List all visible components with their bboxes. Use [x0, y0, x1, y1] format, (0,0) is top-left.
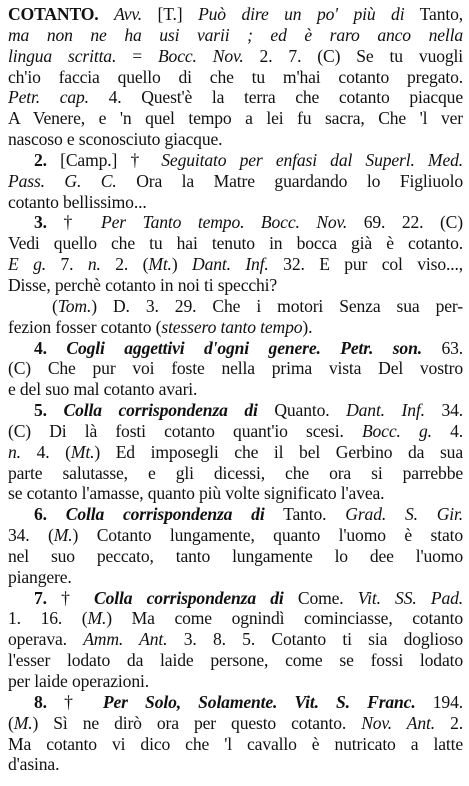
text-run: Colla corrispondenza di: [94, 587, 284, 608]
text-run: 4.: [431, 420, 463, 441]
text-line: [8, 108, 463, 129]
text-run: 194.: [415, 691, 463, 712]
sense-5-line: [8, 400, 463, 421]
sense-4-line: [8, 338, 463, 359]
text-run: M.: [13, 712, 33, 733]
text-run: ) Ma come ognindì cominciasse, cotanto: [106, 608, 463, 629]
text-run: [Camp.] †: [46, 149, 162, 170]
text-line: [8, 671, 463, 692]
text-run: A Venere, e 'n quel tempo a lei fu sacra, Che 'l ver: [8, 108, 463, 129]
text-run: 4. (: [20, 441, 71, 462]
text-line: [8, 25, 463, 46]
text-run: 3. 8. 5. Cotanto ti sia doglioso: [167, 629, 463, 650]
text-run: Seguitato per enfasi dal Superl. Med.: [161, 149, 463, 170]
text-line: [8, 192, 463, 213]
text-run: †: [46, 587, 95, 608]
text-line: [8, 87, 463, 108]
text-run: stessero tanto tempo: [161, 316, 303, 337]
text-run: [47, 400, 64, 420]
text-run: COTANTO.: [8, 4, 99, 24]
text-line: [8, 525, 463, 546]
text-run: 32. E pur col viso...,: [268, 254, 463, 275]
text-run: ) Cotanto lungamente, quanto l'uomo è stato: [72, 525, 464, 546]
text-run: Come.: [283, 587, 358, 608]
sense-6-line: [8, 504, 463, 525]
text-run: ) Ed imposegli che il bel Gerbino da sua: [94, 441, 463, 462]
text-run: 8.: [34, 691, 47, 712]
entry-head-line: [8, 4, 463, 25]
text-run: Mt.: [148, 254, 172, 275]
text-run: ma non ne ha usi varii ; ed è raro anco nella: [8, 24, 463, 45]
text-line: [8, 421, 463, 442]
text-run: Cogli aggettivi d'ogni genere. Petr. son.: [66, 337, 422, 358]
text-run: operava.: [8, 629, 84, 650]
text-run: M.: [53, 525, 73, 546]
text-run: d'asina.: [8, 754, 60, 775]
text-run: [47, 338, 67, 358]
text-run: Può dire un po' più di: [198, 4, 405, 24]
text-run: †: [46, 212, 102, 233]
text-line: [8, 129, 463, 150]
text-run: Avv.: [114, 4, 142, 24]
text-line: [8, 317, 463, 338]
text-line: [8, 754, 463, 775]
text-run: Per Tanto tempo. Bocc. Nov.: [101, 212, 348, 233]
text-run: ) Sì ne dirò ora per questo cotanto.: [32, 712, 362, 733]
text-line: [8, 233, 463, 254]
text-run: (: [8, 712, 14, 733]
text-run: 1. 16. (: [8, 608, 88, 629]
text-run: lingua scritta.: [8, 45, 117, 66]
text-run: Quanto.: [257, 400, 347, 421]
text-run: 2. 7. (C) Se tu vuogli: [243, 45, 463, 66]
text-run: Dant. Inf.: [192, 254, 269, 275]
text-line: [8, 67, 463, 88]
text-run: 3.: [34, 212, 47, 233]
text-run: Colla corrispondenza di: [63, 400, 258, 421]
text-run: E g.: [8, 254, 46, 275]
text-line: [8, 608, 463, 629]
text-run: Nov. Ant.: [361, 712, 436, 733]
text-run: 4. Quest'è la terra che cotanto piacque: [88, 87, 463, 108]
text-run: piangere.: [8, 566, 72, 587]
text-line: [8, 171, 463, 192]
text-run: nel suo peccato, tanto lungamente lo dee l'uomo: [8, 545, 463, 566]
text-line: [8, 650, 463, 671]
text-run: ).: [302, 316, 313, 337]
text-run: parte salutasse, e gli dicessi, che ora si parrebbe: [8, 462, 463, 483]
text-run: M.: [87, 608, 107, 629]
text-run: Bocc. g.: [361, 420, 432, 441]
text-run: Tanto.: [264, 504, 346, 525]
text-run: 2.: [34, 149, 47, 170]
text-run: cotanto bellissimo...: [8, 191, 147, 212]
text-run: ch'io faccia quello di che tu m'hai cotanto pregato.: [8, 66, 463, 87]
text-run: 34.: [424, 400, 464, 421]
sense-8-line: [8, 692, 463, 713]
text-run: Disse, perchè cotanto in noi ti specchi?: [8, 274, 278, 295]
text-line: [8, 629, 463, 650]
text-run: nascoso e sconosciuto giacque.: [8, 129, 223, 150]
text-line: [8, 296, 463, 317]
text-run: n.: [87, 254, 101, 275]
text-run: Grad. S. Gir.: [345, 504, 463, 525]
text-run: Mt.: [70, 441, 95, 462]
text-run: (: [52, 295, 58, 316]
text-run: †: [46, 691, 103, 712]
text-line: [8, 254, 463, 275]
text-run: e del suo mal cotanto avari.: [8, 379, 198, 400]
text-run: n.: [8, 441, 21, 462]
text-run: 63.: [421, 337, 463, 358]
text-run: Dant. Inf.: [346, 400, 425, 421]
text-run: 5.: [34, 400, 47, 421]
text-run: Ora la Matre guardando lo Figliuolo: [116, 170, 463, 191]
sense-3-line: [8, 212, 463, 233]
text-line: [8, 46, 463, 67]
text-run: 6.: [34, 504, 47, 525]
text-run: fezion fosser cotanto (: [8, 316, 162, 337]
text-run: Vit. SS. Pad.: [357, 587, 463, 608]
text-line: [8, 275, 463, 296]
text-run: =: [116, 45, 158, 66]
text-run: Tom.: [57, 295, 92, 316]
sense-7-line: [8, 588, 463, 609]
text-run: 4.: [34, 337, 47, 358]
text-run: 7.: [34, 587, 47, 608]
text-run: l'esser lodato da laide persone, come se fossi lodato: [8, 650, 463, 671]
text-run: Ma cotanto vi dico che 'l cavallo è nutricato a latte: [8, 733, 463, 754]
text-line: [8, 567, 463, 588]
text-line: [8, 463, 463, 484]
text-run: [T.]: [141, 4, 199, 24]
text-run: Colla corrispondenza di: [65, 504, 265, 525]
text-run: (C) Di là fosti cotanto quant'io scesi.: [8, 420, 362, 441]
text-run: Petr. cap.: [8, 87, 89, 108]
text-run: 2.: [435, 712, 463, 733]
text-line: [8, 358, 463, 379]
text-run: 2. (: [100, 254, 149, 275]
text-run: 34. (: [8, 525, 54, 546]
text-run: Bocc. Nov.: [157, 45, 244, 66]
text-run: Tanto,: [404, 4, 463, 24]
text-run: 69. 22. (C): [347, 212, 463, 233]
text-run: Vedi quello che tu hai tenuto in bocca già è cotanto.: [8, 233, 463, 254]
text-line: [8, 546, 463, 567]
text-run: [47, 504, 66, 524]
text-run: per laide operazioni.: [8, 671, 149, 691]
text-run: ) D. 3. 29. Che i motori Senza sua per-: [91, 295, 463, 316]
text-line: [8, 379, 463, 400]
text-run: se cotanto l'amasse, quanto più volte significato l'avea.: [8, 483, 385, 504]
sense-2-line: [8, 150, 463, 171]
text-run: [99, 4, 115, 24]
text-run: (C) Che pur voi foste nella prima vista Del vostro: [8, 358, 463, 379]
text-run: 7.: [45, 254, 88, 275]
text-run: Amm. Ant.: [83, 629, 168, 650]
text-run: Pass. G. C.: [8, 170, 117, 191]
text-line: [8, 713, 463, 734]
text-run: ): [171, 254, 193, 275]
text-run: Per Solo, Solamente. Vit. S. Franc.: [102, 691, 416, 712]
text-line: [8, 483, 463, 504]
text-line: [8, 442, 463, 463]
text-line: [8, 734, 463, 755]
